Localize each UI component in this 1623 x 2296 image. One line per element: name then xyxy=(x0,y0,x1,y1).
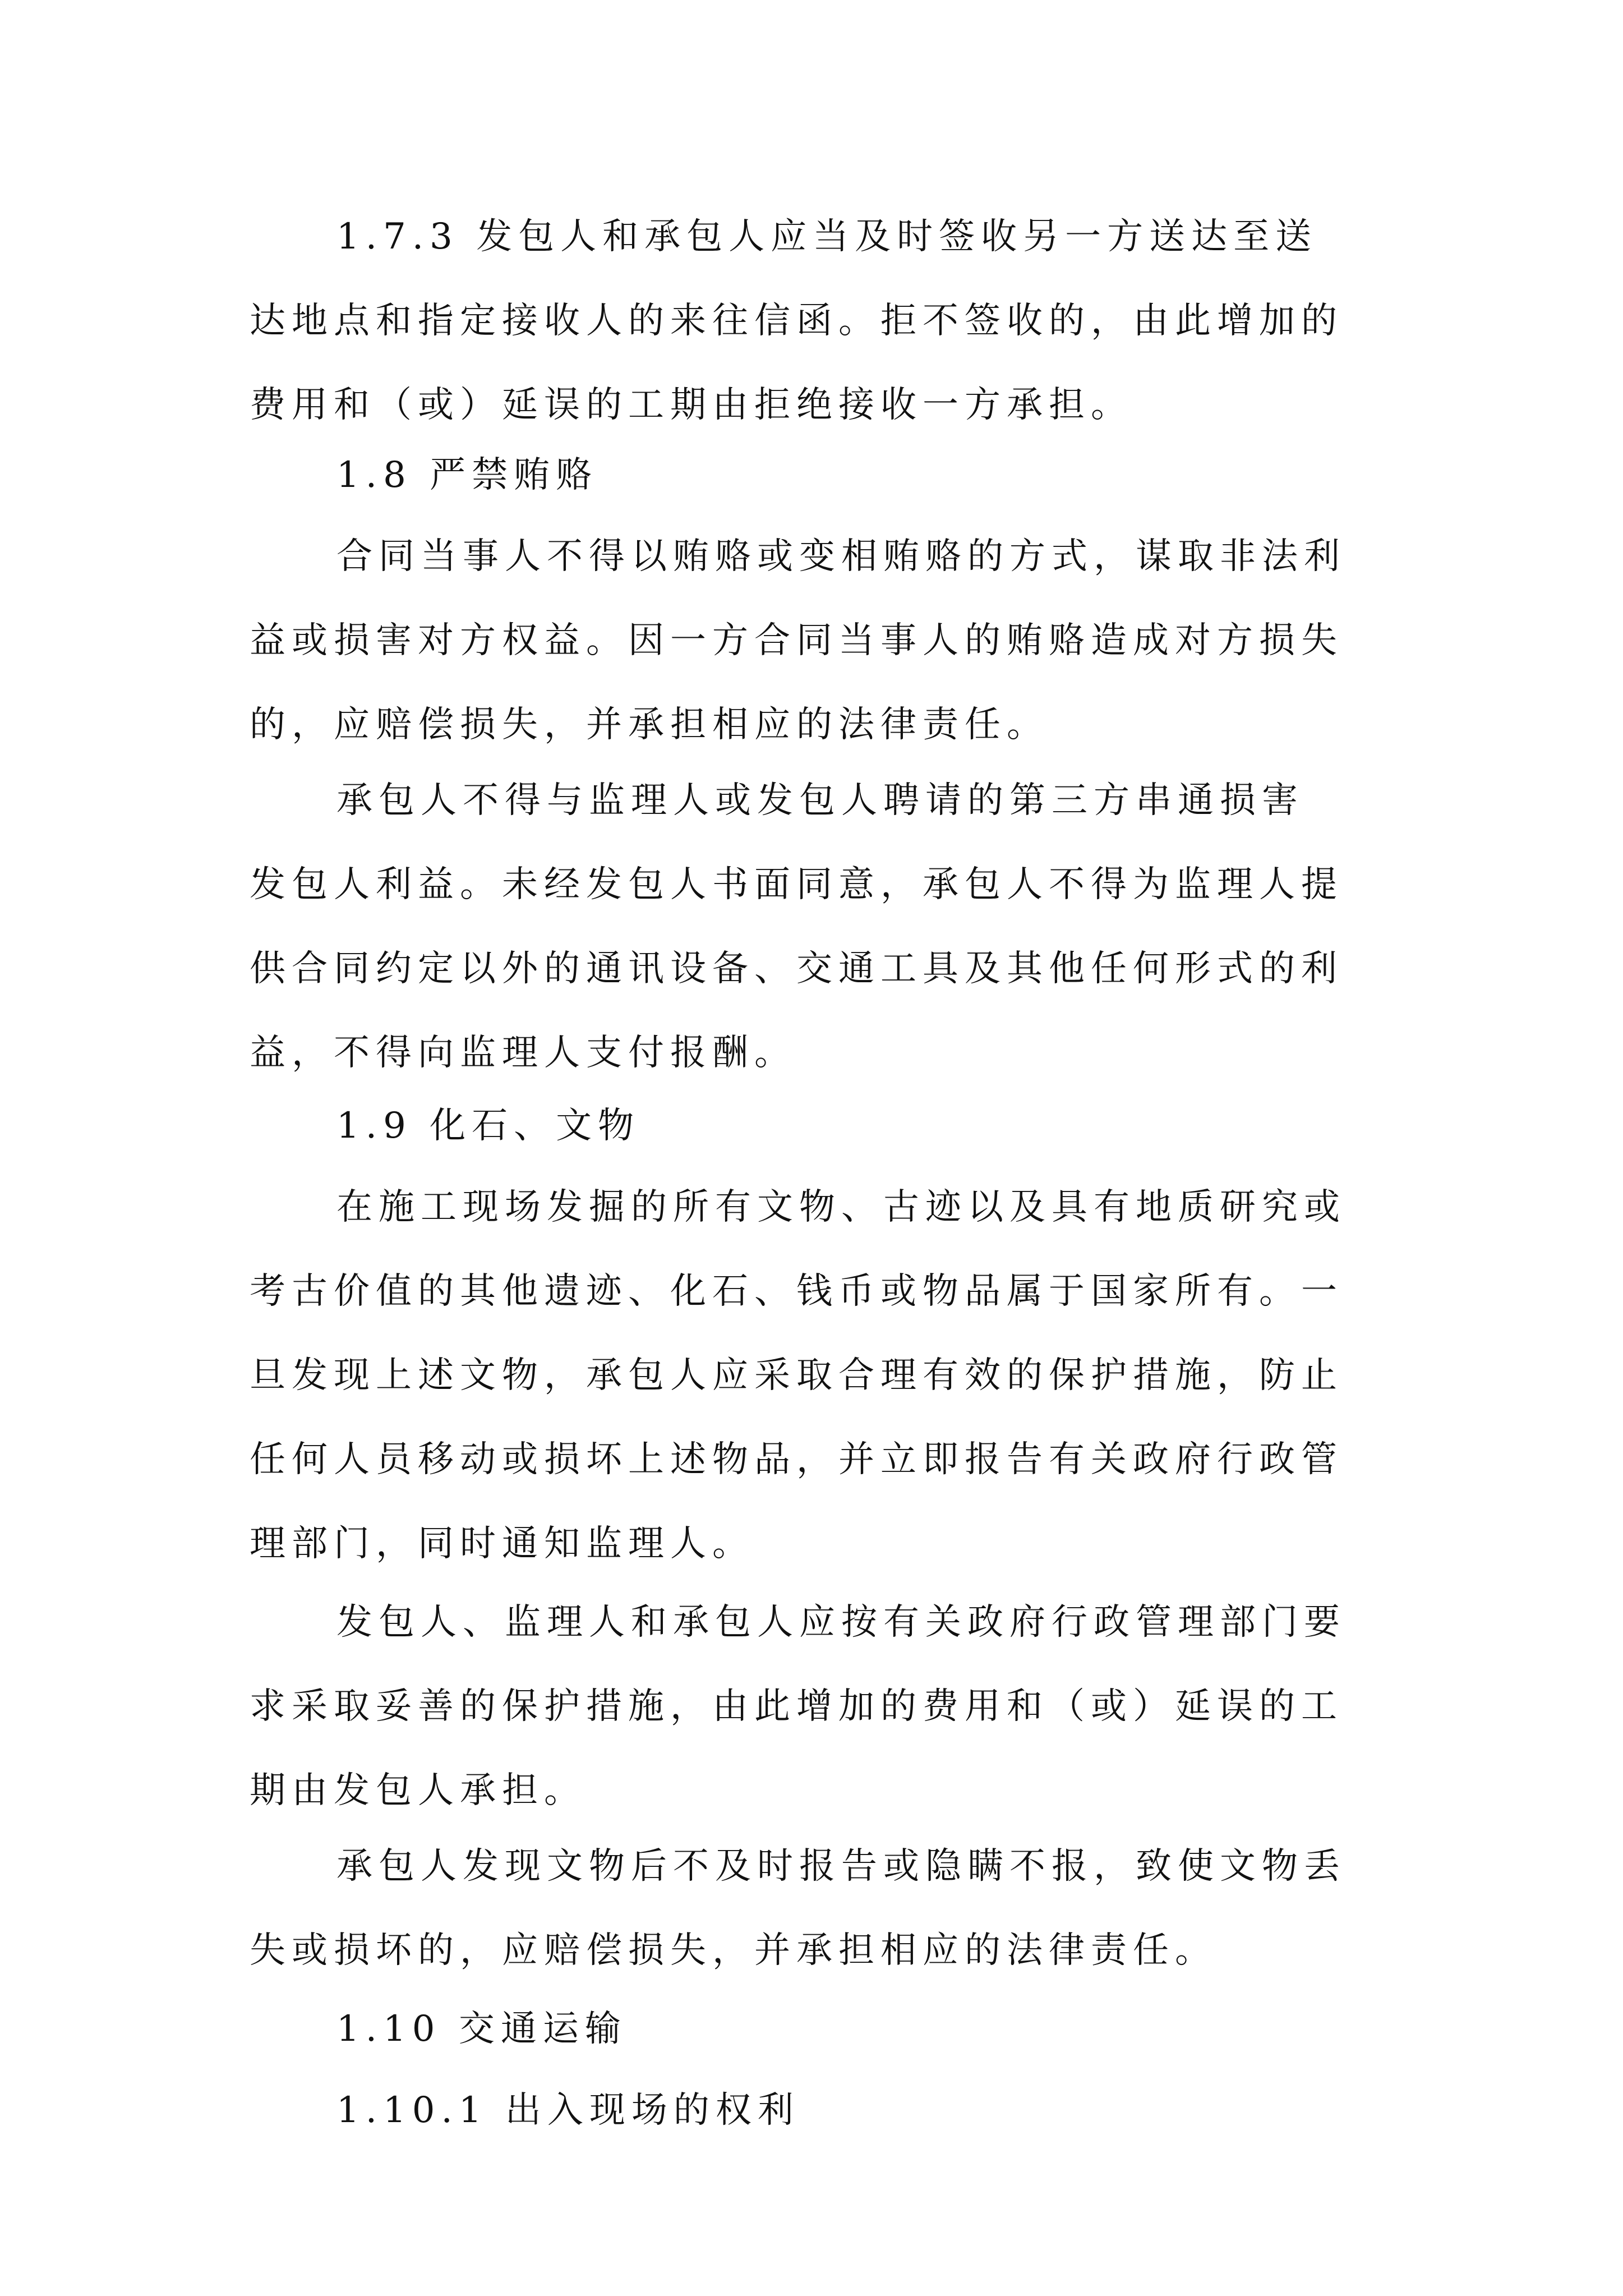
text-line: 在施工现场发掘的所有文物、古迹以及具有地质研究或 xyxy=(336,1186,1346,1228)
text-line: 任何人员移动或损坏上述物品，并立即报告有关政府行政管 xyxy=(250,1439,1343,1480)
paragraph-relics xyxy=(0,1186,1623,1565)
text-line: 失或损坏的，应赔偿损失，并承担相应的法律责任。 xyxy=(250,1930,1217,1971)
heading-text: 1.10.1 出入现场的权利 xyxy=(336,2090,800,2131)
section-heading-1-10-1 xyxy=(0,2092,1623,2200)
heading-text: 1.8 严禁贿赂 xyxy=(336,454,598,496)
text-line: 理部门，同时通知监理人。 xyxy=(250,1523,754,1565)
heading-text: 1.9 化石、文物 xyxy=(336,1105,640,1147)
paragraph-concealment xyxy=(0,1848,1623,1992)
text-line: 达地点和指定接收人的来往信函。拒不签收的，由此增加的 xyxy=(250,300,1343,342)
text-line: 益，不得向监理人支付报酬。 xyxy=(250,1032,796,1074)
text-line: 益或损害对方权益。因一方合同当事人的贿赂造成对方损失 xyxy=(250,620,1343,661)
text-line: 求采取妥善的保护措施，由此增加的费用和（或）延误的工 xyxy=(250,1686,1343,1727)
paragraph-protection xyxy=(0,1602,1623,1811)
paragraph-collusion xyxy=(0,780,1623,1074)
heading-text: 1.10 交通运输 xyxy=(336,2008,627,2050)
text-line: 承包人发现文物后不及时报告或隐瞒不报，致使文物丢 xyxy=(336,1846,1346,1887)
text-line: 发包人利益。未经发包人书面同意，承包人不得为监理人提 xyxy=(250,864,1343,905)
text-line: 1.7.3 发包人和承包人应当及时签收另一方送达至送 xyxy=(336,216,1318,257)
text-line: 期由发包人承担。 xyxy=(250,1770,586,1811)
paragraph-bribery xyxy=(0,536,1623,746)
text-line: 旦发现上述文物，承包人应采取合理有效的保护措施，防止 xyxy=(250,1355,1343,1396)
paragraph-1-7-3 xyxy=(0,216,1623,426)
text-line: 供合同约定以外的通讯设备、交通工具及其他任何形式的利 xyxy=(250,948,1343,990)
text-line: 合同当事人不得以贿赂或变相贿赂的方式，谋取非法利 xyxy=(336,536,1346,577)
text-line: 承包人不得与监理人或发包人聘请的第三方串通损害 xyxy=(336,780,1304,821)
text-line: 发包人、监理人和承包人应按有关政府行政管理部门要 xyxy=(336,1602,1346,1643)
text-line: 的，应赔偿损失，并承担相应的法律责任。 xyxy=(250,704,1049,746)
text-line: 费用和（或）延误的工期由拒绝接收一方承担。 xyxy=(250,384,1133,426)
text-line: 考古价值的其他遗迹、化石、钱币或物品属于国家所有。一 xyxy=(250,1271,1343,1312)
